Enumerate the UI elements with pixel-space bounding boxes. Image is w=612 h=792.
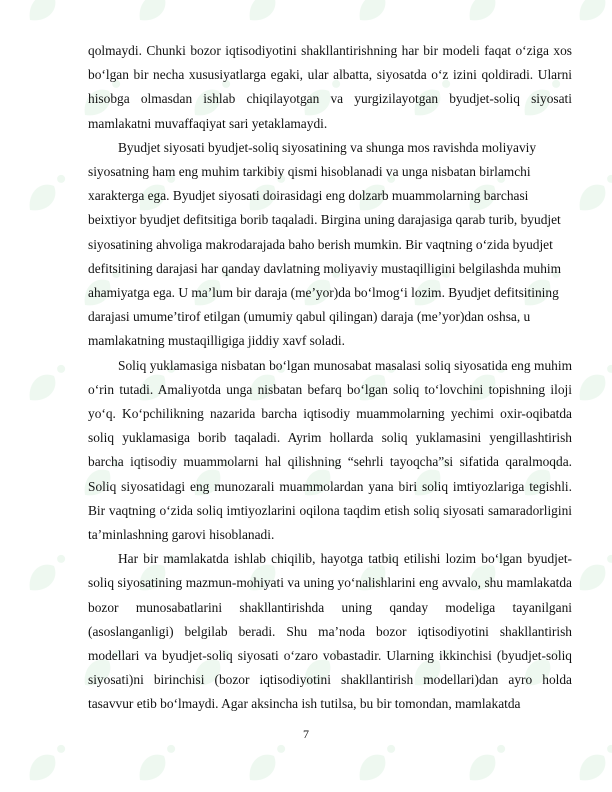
watermark-mark bbox=[573, 549, 612, 598]
body-text bbox=[88, 39, 572, 717]
paragraph-1: qolmaydi. Chunki bozor iqtisodiyotini shakllantirishning har bir modeli faqat o‘ziga xos bo‘lgan bir necha xususiyatlarga egaki, ular albatta, siyosatda o‘z izini qoldiradi. Ularni hisobga olmasdan ishlab chiqilayotgan va yurgizilayotgan byudjet-soliq siyosati mamlakatni muvaffaqiyat sari yetaklamaydi. bbox=[88, 43, 572, 131]
page-number: 7 bbox=[303, 727, 309, 741]
watermark-mark bbox=[23, 0, 72, 27]
watermark-mark bbox=[243, 0, 292, 27]
watermark-mark bbox=[573, 169, 612, 218]
watermark-mark bbox=[573, 359, 612, 408]
watermark-mark bbox=[573, 739, 612, 788]
watermark-mark bbox=[23, 359, 72, 408]
paragraph-3: Soliq yuklamasiga nisbatan bo‘lgan munosabat masalasi soliq siyosatida eng muhim o‘rin tutadi. Amaliyotda unga nisbatan befarq bo‘lgan soliq to‘lovchini topishning iloji yo‘q. Ko‘pchilikning nazarida barcha iqtisodiy muammolarning yechimi oxir-oqibatda soliq yuklamasiga borib taqaladi. Ayrim hollarda soliq yuklamasini yengillashtirish barcha iqtisodiy muammolarni hal qilishning “sehrli tayoqcha”si sifatida qaralmoqda. Soliq siyosatidagi eng munozarali muammolardan yana biri soliq imtiyozlariga tegishli. Bir vaqtning o‘zida soliq imtiyozlarini oqilona taqdim etish soliq siyosati samaradorligini ta’minlashning garovi hisoblanadi. bbox=[88, 357, 572, 543]
watermark-mark bbox=[133, 739, 182, 788]
watermark-mark bbox=[353, 739, 402, 788]
watermark-mark bbox=[573, 0, 612, 27]
watermark-mark bbox=[23, 739, 72, 788]
watermark-mark bbox=[23, 549, 72, 598]
watermark-mark bbox=[463, 0, 512, 27]
watermark-mark bbox=[353, 0, 402, 27]
paragraph-4: Har bir mamlakatda ishlab chiqilib, hayotga tatbiq etilishi lozim bo‘lgan byudjet-soliq siyosatining mazmun-mohiyati va uning yo‘nalishlarini eng avvalo, shu mamlakatda bozor munosabatlarini shakllantirishda uning qanday modeliga tayanilgani (asoslanganligi) belgilab beradi. Shu ma’noda bozor iqtisodiyotini shakllantirish modellari va byudjet-soliq siyosati o‘zaro vobastadir. Ularning ikkinchisi (byudjet-soliq siyosati)ni birinchisi (bozor iqtisodiyotini shakllantirish modellari)dan ayro holda tasavvur etib bo‘lmaydi. Agar aksincha ish tutilsa, bu bir tomondan, mamlakatda bbox=[88, 551, 572, 712]
paragraph-2: Byudjet siyosati byudjet-soliq siyosatining va shunga mos ravishda moliyaviy siyosatning ham eng muhim tarkibiy qismi hisoblanadi va unga nisbatan birlamchi xarakterga ega. Byudjet siyosati doirasidagi eng dolzarb muammolarning barchasi beixtiyor byudjet defitsitiga borib taqaladi. Birgina uning darajasiga qarab turib, byudjet siyosatining ahvoliga makrodarajada baho berish mumkin. Bir vaqtning o‘zida byudjet defitsitining darajasi har qanday davlatning moliyaviy mustaqilligini belgilashda muhim ahamiyatga ega. U ma’lum bir daraja (me’yor)da bo‘lmog‘i lozim. Byudjet defitsitining darajasi umume’tirof etilgan (umumiy qabul qilingan) daraja (me’yor)dan oshsa, u mamlakatning mustaqilligiga jiddiy xavf soladi. bbox=[88, 139, 562, 349]
watermark-mark bbox=[23, 169, 72, 218]
watermark-mark bbox=[133, 0, 182, 27]
watermark-mark bbox=[463, 739, 512, 788]
watermark-mark bbox=[243, 739, 292, 788]
